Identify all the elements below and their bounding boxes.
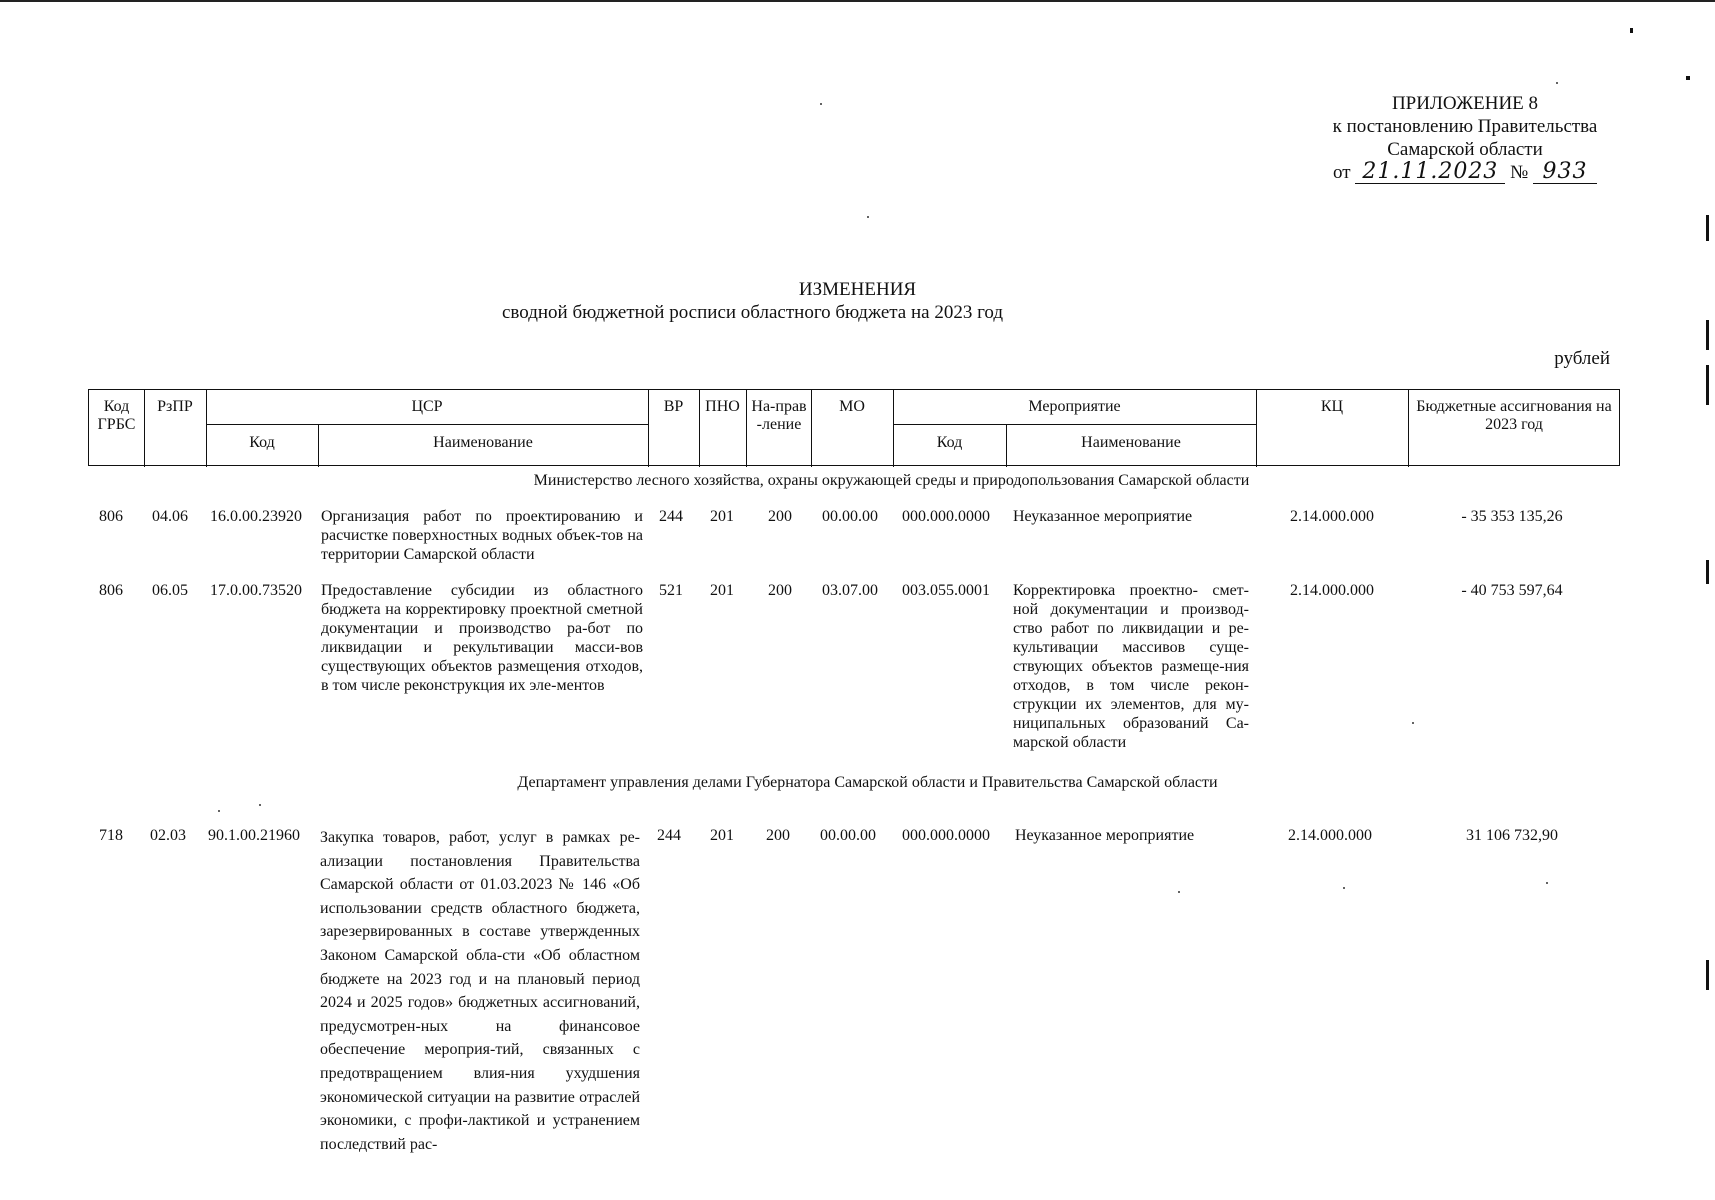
cell-pno: 201 bbox=[710, 827, 734, 844]
cell-amount: - 40 753 597,64 bbox=[1461, 582, 1563, 599]
scan-speck bbox=[218, 810, 220, 812]
scan-speck bbox=[1546, 882, 1548, 884]
appendix-line-1: к постановлению Правительства bbox=[1332, 116, 1598, 137]
scan-speck bbox=[820, 103, 822, 105]
cell-mer-name: Корректировка проектно- смет-ной документации и производ-ство работ по ликвидации и ре-культивации массивов суще-ствующих объектов размеще-ния отходов, в том числе рекон-струкции их элементов, для му-ниципальных образований Са-марской области bbox=[1013, 582, 1249, 751]
cell-csr-kod: 17.0.00.73520 bbox=[210, 582, 302, 599]
header-meropriyatie: Мероприятие bbox=[1028, 398, 1121, 415]
cell-kc: 2.14.000.000 bbox=[1290, 508, 1374, 525]
header-csr-kod: Код bbox=[249, 434, 275, 451]
scan-speck bbox=[259, 804, 261, 806]
section-title: Департамент управления делами Губернатора Самарской области и Правительства Самарской области bbox=[517, 774, 1218, 791]
scan-edge-mark bbox=[1706, 560, 1709, 584]
header-mer-kod: Код bbox=[936, 434, 963, 451]
scan-edge-mark bbox=[1630, 28, 1633, 33]
appendix-line-2: Самарской области bbox=[1387, 139, 1543, 160]
cell-mer-name: Неуказанное мероприятие bbox=[1015, 827, 1195, 844]
cell-csr-kod: 90.1.00.21960 bbox=[208, 827, 300, 844]
cell-mo: 03.07.00 bbox=[822, 582, 878, 599]
number-prefix: № bbox=[1510, 162, 1529, 183]
date-prefix: от bbox=[1333, 162, 1351, 183]
cell-mer-kod: 000.000.0000 bbox=[902, 508, 990, 525]
scan-edge-mark bbox=[1706, 320, 1709, 350]
cell-pno: 201 bbox=[710, 582, 734, 599]
header-pno: ПНО bbox=[705, 398, 740, 415]
handwritten-date: 21.11.2023 bbox=[1355, 161, 1505, 184]
scan-speck bbox=[1178, 891, 1180, 893]
scan-edge-mark bbox=[1706, 215, 1709, 241]
appendix-title: ПРИЛОЖЕНИЕ 8 bbox=[1391, 93, 1539, 114]
cell-grbs: 806 bbox=[99, 508, 123, 525]
cell-mo: 00.00.00 bbox=[820, 827, 876, 844]
cell-vr: 244 bbox=[657, 827, 681, 844]
cell-napravlenie: 200 bbox=[766, 827, 790, 844]
scan-edge-mark bbox=[1686, 76, 1690, 80]
cell-pno: 201 bbox=[710, 508, 734, 525]
scan-speck bbox=[1343, 887, 1345, 889]
cell-kc: 2.14.000.000 bbox=[1290, 582, 1374, 599]
section-title: Министерство лесного хозяйства, охраны окружающей среды и природопользования Самарской области bbox=[533, 472, 1250, 489]
cell-csr-name: Предоставление субсидии из областного бюджета на корректировку проектной сметной документации и производство ра-бот по ликвидации и рекультивации масси-вов существующих объектов размещения отходов, в том числе реконструкция их эле-ментов bbox=[321, 582, 643, 694]
cell-rzpr: 02.03 bbox=[150, 827, 186, 844]
scan-speck bbox=[1412, 722, 1414, 724]
document-subtitle: сводной бюджетной росписи областного бюджета на 2023 год bbox=[501, 302, 1004, 323]
cell-rzpr: 06.05 bbox=[152, 582, 188, 599]
cell-csr-name: Организация работ по проектированию и расчистке поверхностных водных объек-тов на территории Самарской области bbox=[321, 508, 643, 563]
cell-grbs: 718 bbox=[99, 827, 123, 844]
header-rzpr: РзПР bbox=[157, 398, 193, 415]
unit-label: рублей bbox=[1554, 348, 1610, 369]
header-mo: МО bbox=[839, 398, 865, 415]
header-mer-name: Наименование bbox=[1081, 434, 1181, 451]
handwritten-number: 933 bbox=[1533, 161, 1597, 184]
scan-speck bbox=[1556, 82, 1558, 84]
document-title: ИЗМЕНЕНИЯ bbox=[798, 279, 917, 300]
header-napravlenie: На-прав-ление bbox=[751, 398, 807, 433]
cell-mer-kod: 003.055.0001 bbox=[902, 582, 990, 599]
cell-napravlenie: 200 bbox=[768, 508, 792, 525]
cell-csr-kod: 16.0.00.23920 bbox=[210, 508, 302, 525]
cell-napravlenie: 200 bbox=[768, 582, 792, 599]
cell-csr-name: Закупка товаров, работ, услуг в рамках ре-ализации постановления Правительства Самарской области от 01.03.2023 № 146 «Об использовании средств областного бюджета, зарезервированных в составе утвержденных Законом Самарской обла-сти «Об областном бюджете на 2023 год и на плановый период 2024 и 2025 годов» бюджетных ассигнований, предусмотрен-ных на финансовое обеспечение мероприя-тий, связанных с предотвращением влия-ния ухудшения экономической ситуации на развитие отраслей экономики, с профи-лактикой и устранением последствий рас- bbox=[320, 829, 640, 1153]
cell-kc: 2.14.000.000 bbox=[1288, 827, 1372, 844]
cell-vr: 521 bbox=[659, 582, 683, 599]
appendix-block bbox=[1300, 92, 1630, 184]
scan-top-line bbox=[0, 0, 1715, 2]
header-budget: Бюджетные ассигнования на 2023 год bbox=[1416, 398, 1612, 433]
header-vr: ВР bbox=[663, 398, 684, 415]
table-header bbox=[88, 389, 1620, 466]
cell-amount: 31 106 732,90 bbox=[1466, 827, 1558, 844]
scan-edge-mark bbox=[1706, 960, 1709, 990]
header-kod-grbs: Код ГРБС bbox=[97, 398, 136, 433]
cell-rzpr: 04.06 bbox=[152, 508, 188, 525]
scan-edge-mark bbox=[1706, 365, 1709, 405]
cell-mer-kod: 000.000.0000 bbox=[902, 827, 990, 844]
header-csr: ЦСР bbox=[411, 398, 443, 415]
cell-mer-name: Неуказанное мероприятие bbox=[1013, 508, 1193, 525]
scan-speck bbox=[867, 216, 869, 218]
cell-grbs: 806 bbox=[99, 582, 123, 599]
header-kc: КЦ bbox=[1320, 398, 1344, 415]
appendix-date-line bbox=[1300, 161, 1630, 184]
header-csr-name: Наименование bbox=[433, 434, 533, 451]
cell-amount: - 35 353 135,26 bbox=[1461, 508, 1563, 525]
cell-mo: 00.00.00 bbox=[822, 508, 878, 525]
cell-vr: 244 bbox=[659, 508, 683, 525]
